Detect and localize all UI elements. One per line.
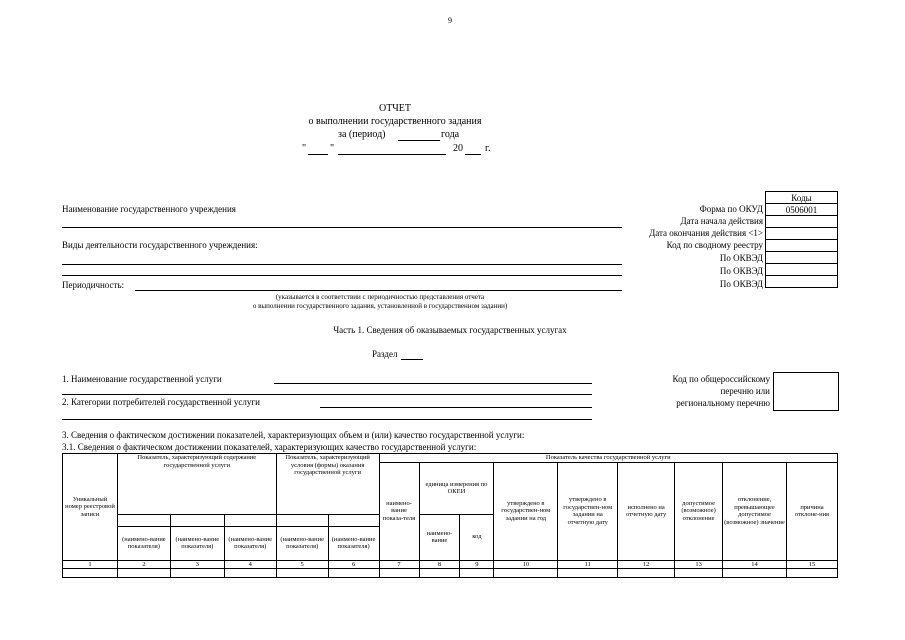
section3-heading: 3. Сведения о фактическом достижении показателей, характеризующих объем и (или) качество государственной услуги: [62, 430, 525, 440]
institution-name-label: Наименование государственного учреждения [62, 204, 236, 214]
codes-header: Коды [766, 192, 838, 204]
service-name-line[interactable] [274, 383, 592, 384]
code-list-label-2: перечню или [720, 386, 770, 396]
col-number: 8 [419, 560, 460, 569]
periodicity-line[interactable] [135, 290, 622, 291]
table-cell[interactable] [276, 569, 328, 578]
table-cell[interactable] [419, 569, 460, 578]
table-cell[interactable] [460, 569, 494, 578]
label-end-date: Дата окончания действия <1> [649, 228, 763, 238]
consumer-category-line-2[interactable] [62, 419, 592, 420]
label-start-date: Дата начала действия [680, 216, 763, 226]
table-cell[interactable] [786, 569, 837, 578]
periodicity-note-1: (указывается в соответствии с периодичностью представления отчета [275, 293, 485, 301]
table-cell[interactable] [675, 569, 723, 578]
th-sub-indicator: (наимено-вание показателя) [224, 526, 276, 560]
periodicity-label: Периодичность: [62, 280, 125, 290]
activity-types-label: Виды деятельности государственного учреждения: [62, 240, 258, 250]
table-cell[interactable] [117, 569, 170, 578]
section-label: Раздел [372, 349, 398, 359]
service-name-line-2[interactable] [62, 394, 592, 395]
period-underline[interactable] [398, 140, 440, 141]
th-sub-indicator: (наимено-вание показателя) [328, 526, 379, 560]
report-subtitle: о выполнении государственного задания [308, 116, 482, 127]
label-okved-1: По ОКВЭД [719, 253, 763, 263]
th-content-group: Показатель, характеризующий содержание государственной услуги [117, 454, 276, 515]
th-approved-year: утверждено в государствен-ном задании на год [494, 462, 558, 560]
col-number: 1 [63, 560, 118, 569]
period-prefix: за (период) [338, 129, 386, 140]
service-code-box[interactable] [773, 372, 839, 411]
th-exceeding-deviation: отклонение, превышающее допустимое (возможное) значение [723, 462, 787, 560]
col-number: 3 [170, 560, 224, 569]
table-cell[interactable] [723, 569, 787, 578]
col-number: 6 [328, 560, 379, 569]
col-number: 9 [460, 560, 494, 569]
codes-table [765, 191, 838, 288]
report-title: ОТЧЕТ [378, 103, 412, 114]
institution-name-line[interactable] [62, 227, 622, 228]
table-cell[interactable] [558, 569, 618, 578]
code-registry[interactable] [766, 240, 838, 252]
col-number: 13 [675, 560, 723, 569]
code-start-date[interactable] [766, 216, 838, 228]
activity-line-2[interactable] [62, 275, 622, 276]
col-number: 5 [276, 560, 328, 569]
label-okved-3: По ОКВЭД [719, 279, 763, 289]
th-approved-period: утверждено в государствен-ном задании на отчетную дату [558, 462, 618, 560]
date-year-line[interactable] [465, 154, 481, 155]
code-list-label-3: региональному перечню [676, 398, 770, 408]
code-okved-2[interactable] [766, 264, 838, 276]
th-allowed-deviation: допустимое (возможное) отклонение [675, 462, 723, 560]
section-number-line[interactable] [401, 359, 423, 360]
code-okud[interactable]: 0506001 [766, 204, 838, 216]
code-okved-1[interactable] [766, 252, 838, 264]
col-number: 7 [379, 560, 419, 569]
date-quote-open: " [302, 143, 307, 154]
th-executed: исполнено на отчетную дату [618, 462, 675, 560]
date-year-suffix: г. [485, 143, 491, 154]
th-sub-indicator: (наимено-вание показателя) [276, 526, 328, 560]
period-suffix: года [441, 129, 460, 140]
consumer-category-label: 2. Категории потребителей государственной услуги [62, 397, 260, 407]
periodicity-note-2: о выполнении государственного задания, установленной в государственном задании) [252, 302, 508, 310]
table-cell[interactable] [224, 569, 276, 578]
col-number: 14 [723, 560, 787, 569]
table-cell[interactable] [170, 569, 224, 578]
table-cell[interactable] [618, 569, 675, 578]
table-cell[interactable] [63, 569, 118, 578]
section31-heading: 3.1. Сведения о фактическом достижении показателей, характеризующих качество государственной услуги: [62, 442, 477, 452]
col-number: 12 [618, 560, 675, 569]
table-row [63, 569, 838, 578]
th-unique-number: Уникальный номер реестровой записи [63, 454, 118, 561]
table-cell[interactable] [379, 569, 419, 578]
consumer-category-line[interactable] [320, 407, 592, 408]
col-number: 2 [117, 560, 170, 569]
th-sub-indicator: (наимено-вание показателя) [170, 526, 224, 560]
th-unit-group: единица измерения по ОКЕИ [419, 462, 494, 514]
th-conditions-group: Показатель, характеризующий условия (формы) оказания государственной услуги [276, 454, 379, 515]
label-okud: Форма по ОКУД [699, 204, 763, 214]
col-number: 4 [224, 560, 276, 569]
quality-indicators-table [62, 453, 838, 578]
code-list-label-1: Код по общероссийскому [672, 374, 770, 384]
label-registry: Код по сводному реестру [666, 240, 763, 250]
table-cell[interactable] [328, 569, 379, 578]
th-indicator-name: наимено-вание показа-теля [379, 462, 419, 560]
code-end-date[interactable] [766, 228, 838, 240]
col-number: 11 [558, 560, 618, 569]
col-number: 15 [786, 560, 837, 569]
th-unit-code: код [460, 514, 494, 560]
col-number: 10 [494, 560, 558, 569]
code-okved-3[interactable] [766, 276, 838, 288]
table-cell[interactable] [494, 569, 558, 578]
th-quality-group: Показатель качества государственной услуги [379, 454, 837, 463]
date-year-prefix: 20 [453, 143, 463, 154]
service-name-label: 1. Наименование государственной услуги [62, 374, 222, 384]
label-okved-2: По ОКВЭД [719, 266, 763, 276]
th-unit-name: наимено-вание [419, 514, 460, 560]
th-sub-indicator: (наимено-вание показателя) [117, 526, 170, 560]
part1-title: Часть 1. Сведения об оказываемых государственных услугах [333, 325, 567, 335]
activity-line-1[interactable] [62, 264, 622, 265]
date-quote-close: " [330, 143, 335, 154]
page-number: 9 [448, 16, 452, 25]
th-deviation-reason: причина отклоне-ния [786, 462, 837, 560]
date-day-line[interactable] [308, 154, 328, 155]
date-month-line[interactable] [338, 154, 446, 155]
